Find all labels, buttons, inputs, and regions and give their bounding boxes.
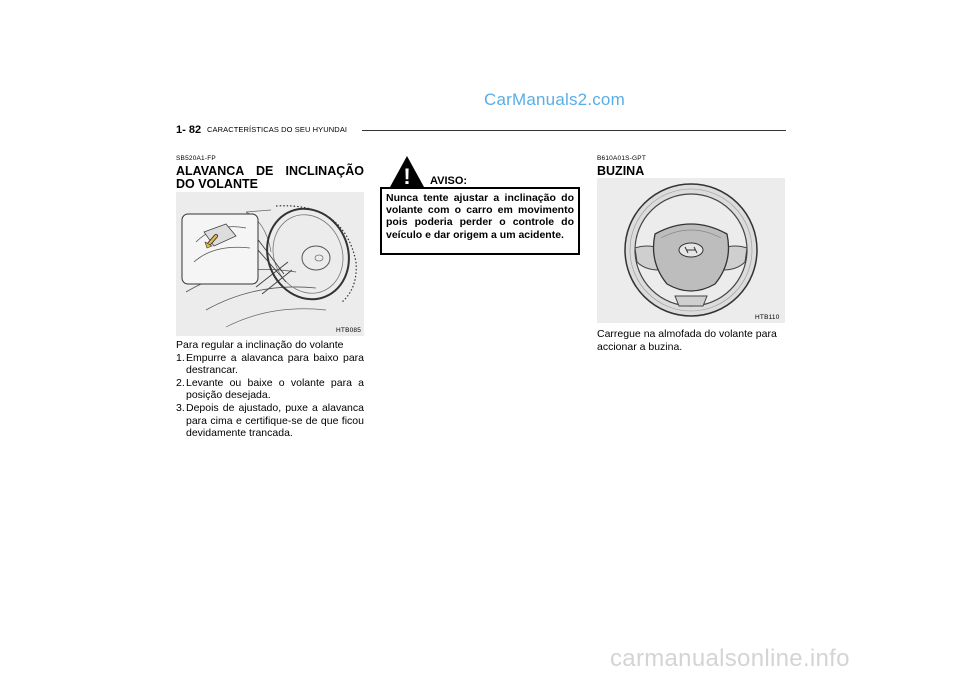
- step-text: Depois de ajustado, puxe a alavanca para cima e certifique-se de que ficou devidamente trancada.: [186, 401, 364, 440]
- warning-triangle-icon: [389, 155, 425, 188]
- horn-section-code: B610A01S-GPT: [597, 155, 647, 162]
- watermark-bottom[interactable]: carmanualsonline.info: [610, 645, 850, 672]
- step-number: 1.: [176, 351, 185, 364]
- tilt-steps-list: [176, 352, 364, 440]
- steering-wheel-drawing: [597, 178, 785, 323]
- tilt-intro: Para regular a inclinação do volante: [176, 339, 344, 351]
- tilt-instructions: [176, 339, 364, 440]
- header-rule: [362, 130, 786, 131]
- horn-image-code: HTB110: [755, 314, 780, 321]
- warning-box: [380, 187, 580, 255]
- page-header: [176, 124, 786, 138]
- list-item: [176, 402, 364, 440]
- section-title: CARACTERÍSTICAS DO SEU HYUNDAI: [207, 125, 348, 134]
- warning-symbol: !: [403, 164, 411, 188]
- watermark-top[interactable]: CarManuals2.com: [484, 90, 625, 109]
- tilt-lever-drawing: [176, 192, 364, 336]
- horn-text: Carregue na almofada do volante para accionar a buzina.: [597, 328, 777, 353]
- tilt-lever-illustration: [176, 192, 364, 336]
- list-item: [176, 352, 364, 377]
- tilt-section-code: SB520A1-FP: [176, 155, 216, 162]
- horn-section-heading: BUZINA: [597, 164, 645, 178]
- step-text: Empurre a alavanca para baixo para destrancar.: [186, 351, 364, 377]
- list-item: [176, 377, 364, 402]
- tilt-section-header: [176, 155, 364, 191]
- tilt-image-code: HTB085: [336, 327, 362, 334]
- horn-section-header: [597, 155, 785, 178]
- tilt-section-heading: ALAVANCA DE INCLINAÇÃO DO VOLANTE: [176, 164, 364, 191]
- horn-steering-wheel-illustration: [597, 178, 785, 323]
- step-number: 3.: [176, 401, 185, 414]
- step-number: 2.: [176, 376, 185, 389]
- page-number: 1- 82: [176, 124, 202, 136]
- warning-title: AVISO:: [430, 175, 468, 187]
- warning-text: Nunca tente ajustar a inclinação do volante com o carro em movimento pois poderia perder o controle do veículo e dar origem a um acidente.: [386, 192, 574, 241]
- step-text: Levante ou baixe o volante para a posição desejada.: [186, 376, 364, 402]
